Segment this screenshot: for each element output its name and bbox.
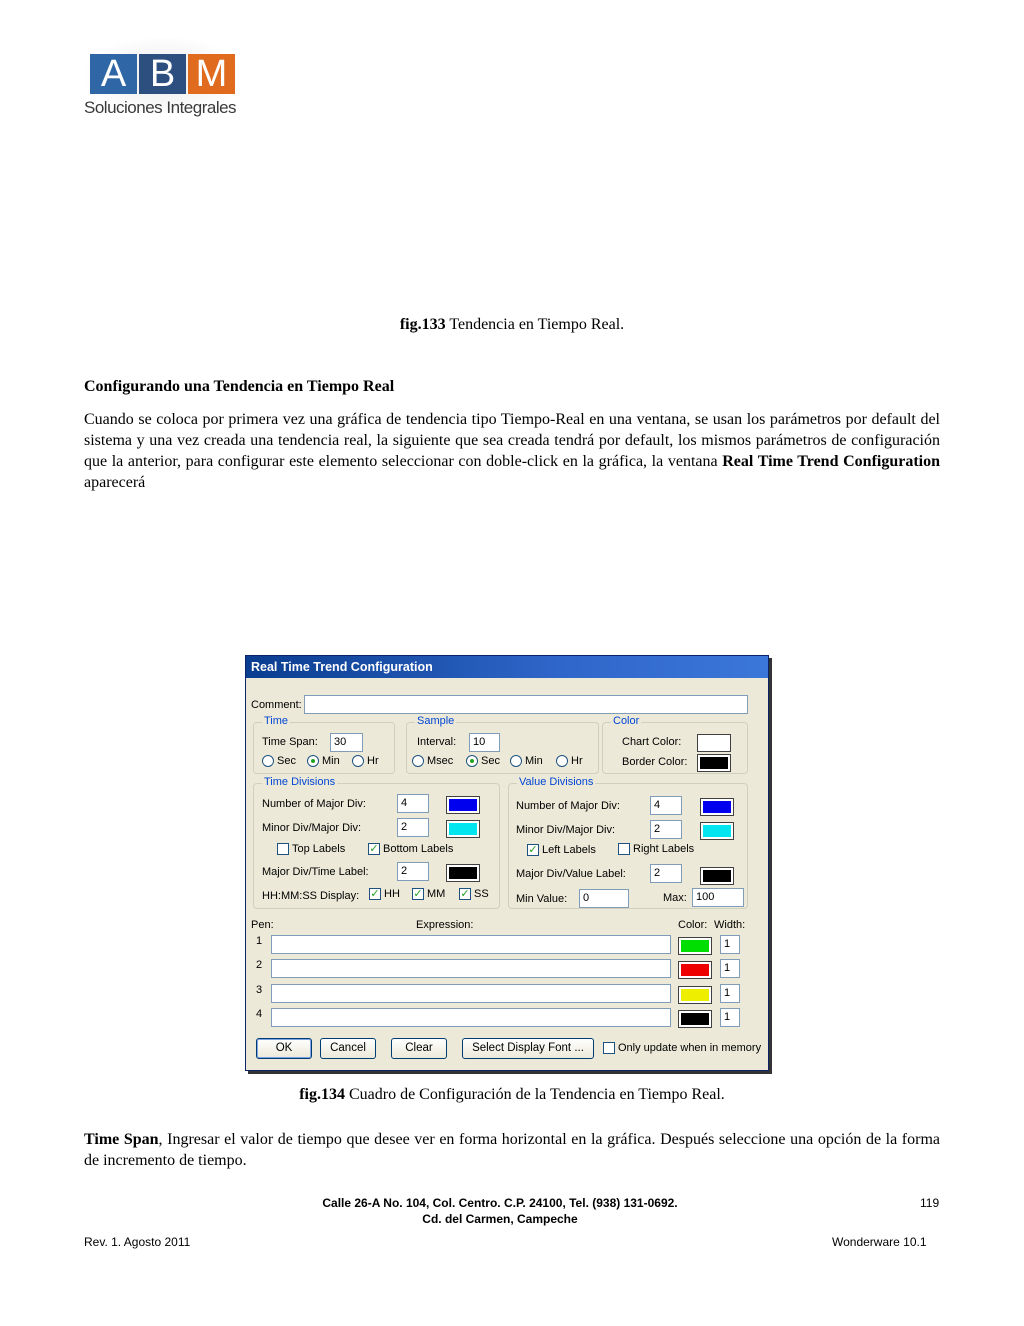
logo-letter: M (188, 54, 235, 94)
value-major-div-input[interactable]: 4 (650, 796, 682, 815)
pen-color-swatch[interactable] (679, 987, 711, 1003)
interval-input[interactable]: 10 (469, 733, 500, 752)
time-span-label: Time Span: (262, 736, 318, 748)
paragraph-text: , Ingresar el valor de tiempo que desee ver en forma horizontal en la gráfica. Después seleccione una opción de la forma de incremento de tiempo. (84, 1131, 941, 1169)
time-major-div-label: Number of Major Div: (262, 798, 366, 810)
pen-number: 3 (256, 984, 263, 996)
pen-width-input[interactable]: 1 (720, 959, 740, 978)
figure-text: Tendencia en Tiempo Real. (445, 316, 625, 333)
ok-button[interactable]: OK (256, 1038, 312, 1059)
trend-config-dialog (245, 655, 769, 1071)
dialog-title[interactable]: Real Time Trend Configuration (246, 656, 768, 678)
pen-number: 2 (256, 959, 263, 971)
sample-sec-radio[interactable]: Sec (466, 755, 500, 767)
pen-header: Pen: (251, 919, 274, 931)
value-divisions-label: Value Divisions (519, 776, 594, 788)
right-labels-checkbox[interactable]: Right Labels (618, 843, 694, 855)
color-group-label: Color (613, 715, 640, 727)
figure-caption (0, 1086, 1024, 1104)
border-color-label: Border Color: (622, 756, 688, 768)
mm-checkbox[interactable]: ✓ MM (413, 888, 446, 900)
expression-header: Expression: (416, 919, 474, 931)
cancel-button[interactable]: Cancel (320, 1038, 376, 1059)
paragraph-bold: Time Span (84, 1131, 159, 1148)
pen-number: 1 (256, 935, 263, 947)
chart-color-swatch[interactable] (698, 735, 730, 751)
value-minor-div-input[interactable]: 2 (650, 820, 682, 839)
timespan-paragraph (84, 1129, 940, 1171)
footer-product: Wonderware 10.1 (832, 1235, 927, 1249)
pen-expression-input[interactable] (271, 935, 671, 954)
logo-letter: B (139, 54, 186, 94)
logo-letter: A (90, 54, 137, 94)
intro-paragraph (84, 409, 940, 493)
value-label-div-input[interactable]: 2 (650, 864, 682, 883)
figure-caption (0, 316, 1024, 334)
pen-expression-input[interactable] (271, 1008, 671, 1027)
company-logo (82, 22, 242, 137)
time-minor-color-swatch[interactable] (447, 821, 479, 837)
clear-button[interactable]: Clear (391, 1038, 447, 1059)
pen-color-swatch[interactable] (679, 962, 711, 978)
figure-label: fig.134 (299, 1086, 345, 1103)
sample-msec-radio[interactable]: Msec (412, 755, 453, 767)
chart-color-label: Chart Color: (622, 736, 682, 748)
time-span-input[interactable]: 30 (330, 733, 363, 752)
time-min-radio[interactable]: Min (307, 755, 340, 767)
max-value-input[interactable]: 100 (692, 888, 744, 907)
figure-label: fig.133 (399, 316, 446, 333)
pen-color-swatch[interactable] (679, 1011, 711, 1027)
value-label-div-label: Major Div/Value Label: (516, 868, 626, 880)
pen-width-input[interactable]: 1 (720, 1008, 740, 1027)
left-labels-checkbox[interactable]: ✓ Left Labels (528, 844, 596, 856)
top-labels-checkbox[interactable]: Top Labels (277, 843, 345, 855)
pen-expression-input[interactable] (271, 959, 671, 978)
logo-tagline: Soluciones Integrales (84, 98, 237, 117)
comment-label: Comment: (251, 699, 302, 711)
time-divisions-label: Time Divisions (264, 776, 336, 788)
bottom-labels-checkbox[interactable]: ✓ Bottom Labels (369, 843, 454, 855)
hh-checkbox[interactable]: ✓ HH (370, 888, 400, 900)
footer-revision: Rev. 1. Agosto 2011 (84, 1235, 191, 1249)
value-minor-div-label: Minor Div/Major Div: (516, 824, 616, 836)
time-label-div-label: Major Div/Time Label: (262, 866, 369, 878)
border-color-swatch[interactable] (698, 755, 730, 771)
time-sec-radio[interactable]: Sec (262, 755, 296, 767)
paragraph-text: aparecerá (84, 474, 146, 491)
time-minor-div-input[interactable]: 2 (397, 818, 429, 837)
interval-label: Interval: (417, 736, 457, 748)
time-minor-div-label: Minor Div/Major Div: (262, 822, 362, 834)
hhmmss-label: HH:MM:SS Display: (262, 890, 360, 902)
footer-city: Cd. del Carmen, Campeche (422, 1212, 578, 1226)
ss-checkbox[interactable]: ✓ SS (460, 888, 489, 900)
pen-width-input[interactable]: 1 (720, 935, 740, 954)
time-label-color-swatch[interactable] (447, 865, 479, 881)
max-value-label: Max: (663, 892, 687, 904)
only-update-checkbox[interactable]: Only update when in memory (603, 1042, 761, 1054)
value-label-color-swatch[interactable] (701, 868, 733, 884)
sample-group-label: Sample (417, 715, 455, 727)
time-major-div-input[interactable]: 4 (397, 794, 429, 813)
sample-hr-radio[interactable]: Hr (556, 755, 583, 767)
value-minor-color-swatch[interactable] (701, 823, 733, 839)
sample-min-radio[interactable]: Min (510, 755, 543, 767)
figure-text: Cuadro de Configuración de la Tendencia en Tiempo Real. (344, 1086, 725, 1103)
time-label-div-input[interactable]: 2 (397, 862, 429, 881)
pen-color-swatch[interactable] (679, 938, 711, 954)
time-major-color-swatch[interactable] (447, 797, 479, 813)
pen-expression-input[interactable] (271, 984, 671, 1003)
min-value-input[interactable]: 0 (579, 889, 629, 908)
footer-address: Calle 26-A No. 104, Col. Centro. C.P. 24100, Tel. (938) 131-0692. (322, 1196, 678, 1210)
pen-width-input[interactable]: 1 (720, 984, 740, 1003)
width-header: Width: (714, 919, 746, 931)
value-major-color-swatch[interactable] (701, 799, 733, 815)
select-font-button[interactable]: Select Display Font ... (462, 1038, 594, 1059)
paragraph-bold: Real Time Trend Configuration (722, 453, 941, 470)
pen-number: 4 (256, 1008, 263, 1020)
paragraph-text: Cuando se coloca por primera vez una gráfica de tendencia tipo Tiempo-Real en una ventana, se usan los parámetros por default del sistema y una vez creada una tendencia real, la siguiente que sea creada tendrá por default, los mismos parámetros de configuración que la anterior, para configurar este elemento seleccionar con doble-click en la gráfica, la ventana (84, 411, 940, 470)
color-header: Color: (678, 919, 708, 931)
time-hr-radio[interactable]: Hr (352, 755, 379, 767)
value-major-div-label: Number of Major Div: (516, 800, 620, 812)
comment-input[interactable] (304, 695, 748, 714)
section-title: Configurando una Tendencia en Tiempo Real (84, 378, 395, 395)
page-number: 119 (920, 1196, 940, 1210)
min-value-label: Min Value: (516, 893, 568, 905)
time-group-label: Time (264, 715, 289, 727)
